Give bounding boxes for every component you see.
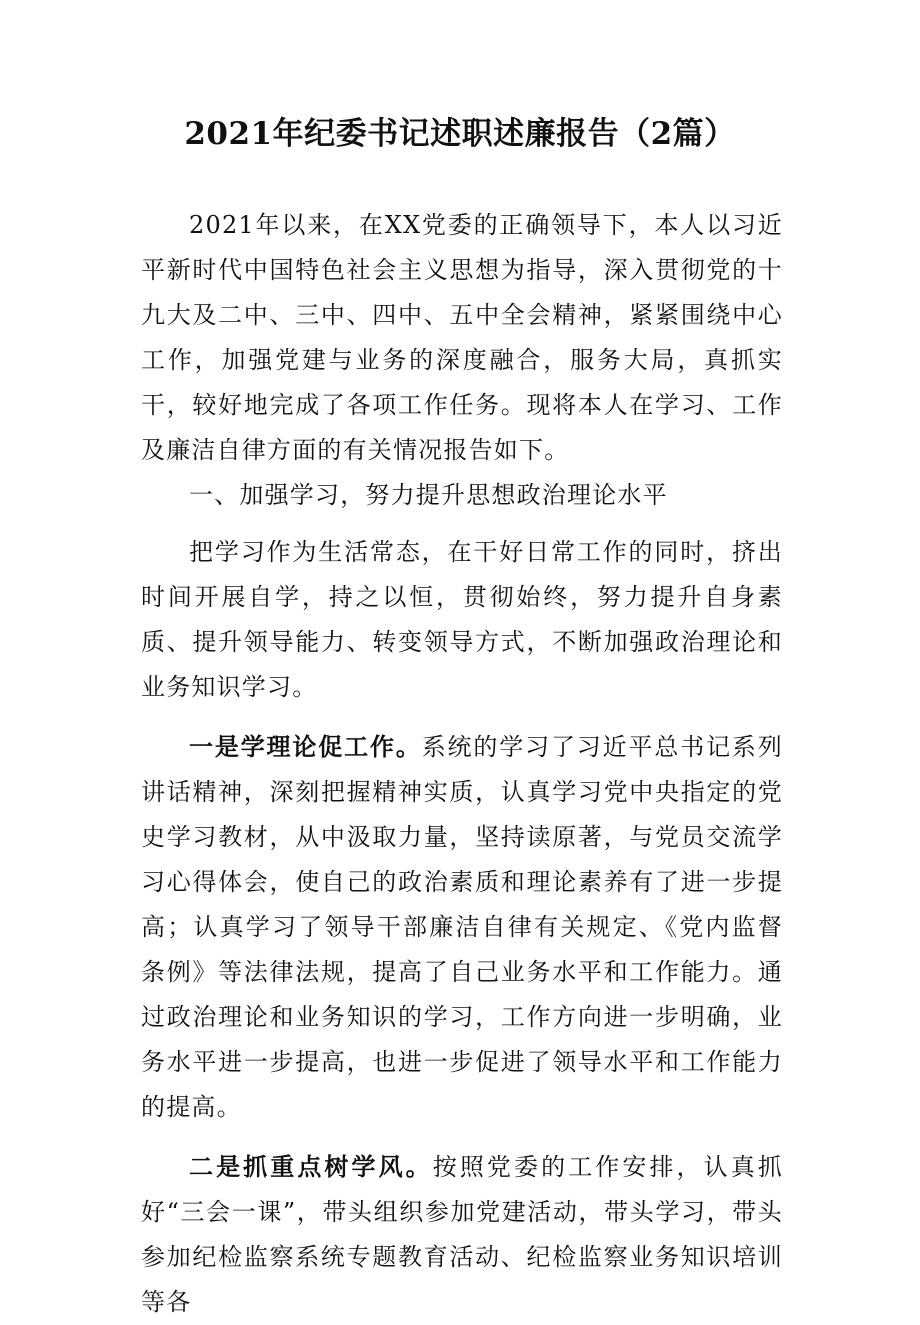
point1-text: 系统的学习了习近平总书记系列讲话精神，深刻把握精神实质，认真学习党中央指定的党史学习教材，从中汲取力量，坚持读原著，与党员交流学习心得体会，使自己的政治素质和理论素养有了进一步提高；认真学习了领导干部廉洁自律有关规定、《党内监督条例》等法律法规，提高了自己业务水平和工作能力。通过政治理论和业务知识的学习，工作方向进一步明确，业务水平进一步提高，也进一步促进了领导水平和工作能力的提高。: [141, 733, 783, 1121]
intro-paragraph: 2021年以来，在XX党委的正确领导下，本人以习近平新时代中国特色社会主义思想为指导，深入贯彻党的十九大及二中、三中、四中、五中全会精神，紧紧围绕中心工作，加强党建与业务的深度融合，服务大局，真抓实干，较好地完成了各项工作任务。现将本人在学习、工作及廉洁自律方面的有关情况报告如下。: [141, 211, 783, 464]
point2-text: 按照党委的工作安排，认真抓好“三会一课”，带头组织参加党建活动，带头学习，带头参加纪检监察系统专题教育活动、纪检监察业务知识培训等各: [141, 1153, 783, 1316]
document-title: 2021年纪委书记述职述廉报告（2篇）: [184, 116, 736, 152]
section-heading-1: 一、加强学习，努力提升思想政治理论水平: [189, 481, 668, 509]
point2-lead: 二是抓重点树学风。: [189, 1152, 433, 1181]
point1-paragraph: [141, 724, 783, 1130]
section1-paragraph: 把学习作为生活常态，在干好日常工作的同时，挤出时间开展自学，持之以恒，贯彻始终，努力提升自身素质、提升领导能力、转变领导方式，不断加强政治理论和业务知识学习。: [141, 538, 783, 701]
point1-lead: 一是学理论促工作。: [189, 732, 422, 761]
point2-paragraph: [141, 1144, 783, 1325]
document-body: [141, 203, 783, 1325]
